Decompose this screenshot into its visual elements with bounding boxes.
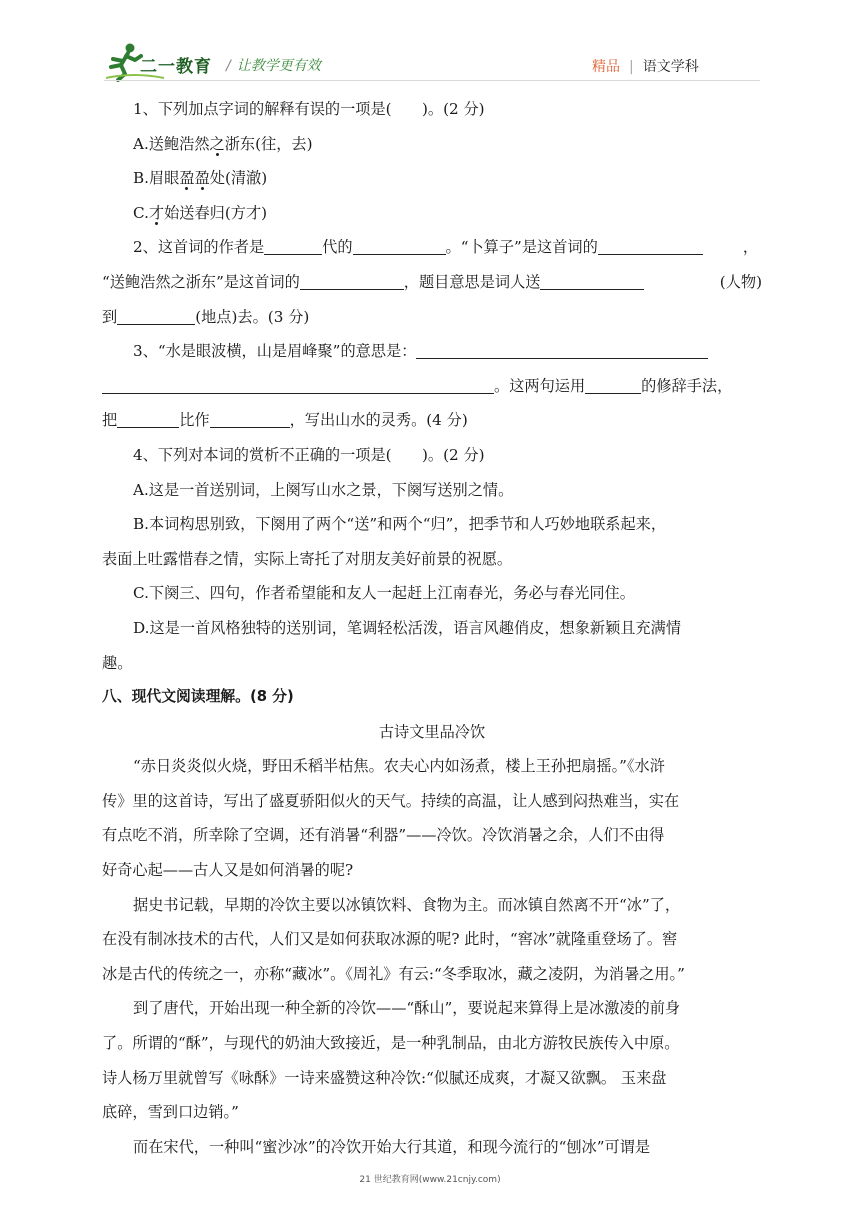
header-slogan xyxy=(226,55,321,75)
q4-option-b-line-2: 表面上吐露惜春之情，实际上寄托了对朋友美好前景的祝愿。 xyxy=(102,549,513,568)
q3-text-2: 。这两句运用 xyxy=(494,376,586,395)
page-header xyxy=(0,0,860,90)
q2-blank-dynasty[interactable] xyxy=(264,236,322,255)
q4-stem: 4、下列对本词的赏析不正确的一项是( )。(2 分) xyxy=(133,445,485,464)
q3-text-5: 比作 xyxy=(179,411,210,430)
article-title: 古诗文里品冷饮 xyxy=(378,722,486,741)
q2-line-1 xyxy=(102,230,762,265)
article-p3-line-4: 底碎，雪到口边销。” xyxy=(102,1103,239,1122)
article-p2-line-1: 据史书记载，早期的冷饮主要以冰镇饮料、食物为主。而冰镇自然离不开“冰”了， xyxy=(133,895,681,914)
article-p4-line-1: 而在宋代，一种叫“蜜沙冰”的冷饮开始大行其道，和现今流行的“刨冰”可谓是 xyxy=(133,1137,651,1156)
q1-a-prefix: A.送鲍浩然 xyxy=(133,134,210,153)
header-divider xyxy=(104,80,760,81)
q4-option-a: A.这是一首送别词，上阕写山水之景，下阕写送别之情。 xyxy=(133,480,514,499)
logo-text: 二一教育 xyxy=(140,57,212,77)
q1-b-prefix: B.眉眼 xyxy=(133,169,180,188)
q1-b-dotted-2: 盈 xyxy=(194,169,210,188)
q3-text-1: 3、“水是眼波横，山是眉峰聚”的意思是： xyxy=(133,342,417,361)
q3-line-3 xyxy=(102,403,762,438)
q1-option-c xyxy=(102,196,762,231)
q1-c-prefix: C. xyxy=(133,203,149,222)
subject-tag: 语文学科 xyxy=(642,59,699,75)
article-p3-line-3: 诗人杨万里就曾写《咏酥》一诗来盛赞这种冷饮:“似腻还成爽，才凝又欲飘。 玉来盘 xyxy=(102,1068,667,1087)
q3-blank-subject[interactable] xyxy=(117,409,179,428)
q1-a-suffix: 浙东(往，去) xyxy=(224,134,313,153)
slogan-separator: / xyxy=(226,58,231,74)
q1-c-suffix: 始送春归(方才) xyxy=(164,203,268,222)
article-p1-line-4: 好奇心起——古人又是如何消暑的呢? xyxy=(102,861,354,880)
q2-blank-title[interactable] xyxy=(300,271,404,290)
header-tags xyxy=(592,56,699,76)
article-p1-line-2: 传》里的这首诗，写出了盛夏骄阳似火的天气。持续的高温，让人感到闷热难当，实在 xyxy=(102,791,680,810)
q3-text-3: 的修辞手法， xyxy=(641,376,733,395)
page-footer: 21 世纪教育网(www.21cnjy.com) xyxy=(359,1175,501,1185)
tag-divider: | xyxy=(629,59,634,75)
section-8-heading: 八、现代文阅读理解。(8 分) xyxy=(102,688,294,706)
q4-option-d-line-1: D.这是一首风格独特的送别词，笔调轻松活泼，语言风趣俏皮，想象新颖且充满情 xyxy=(133,618,682,637)
q3-text-6: ，写出山水的灵秀。(4 分) xyxy=(289,411,468,430)
q2-blank-tune[interactable] xyxy=(598,236,703,255)
q2-line-2 xyxy=(102,265,762,300)
q2-text-5: “送鲍浩然之浙东”是这首词的 xyxy=(102,272,300,291)
q4-option-b-line-1: B.本词构思别致，下阕用了两个“送”和两个“归”，把季节和人巧妙地联系起来， xyxy=(133,515,667,534)
slogan-text: 让教学更有效 xyxy=(236,58,321,74)
q2-blank-place[interactable] xyxy=(117,306,195,325)
q2-text-3: 。“卜算子”是这首词的 xyxy=(445,238,598,257)
quality-tag: 精品 xyxy=(592,59,620,75)
q3-blank-meaning-2[interactable] xyxy=(102,375,494,394)
q2-blank-person[interactable] xyxy=(540,271,644,290)
article-p1-line-3: 有点吃不消，所幸除了空调，还有消暑“利器”——冷饮。冷饮消暑之余，人们不由得 xyxy=(102,826,665,845)
q3-line-2 xyxy=(102,369,762,404)
q2-text-7: (人物) xyxy=(719,272,762,291)
q3-text-4: 把 xyxy=(102,411,118,430)
article-p2-line-3: 冰是古代的传统之一，亦称“藏冰”。《周礼》有云:“冬季取冰，藏之凌阴，为消暑之用。” xyxy=(102,964,685,983)
q2-text-1: 2、这首词的作者是 xyxy=(133,238,265,257)
article-p3-line-2: 了。所谓的“酥”，与现代的奶油大致接近，是一种乳制品，由北方游牧民族传入中原。 xyxy=(102,1034,680,1053)
q3-line-1 xyxy=(102,334,762,369)
q3-blank-meaning-1[interactable] xyxy=(416,340,708,359)
q1-a-dotted: 之 xyxy=(209,134,225,153)
q3-blank-object[interactable] xyxy=(210,409,290,428)
q2-text-2: 代的 xyxy=(322,238,353,257)
q2-line-3 xyxy=(102,300,762,335)
q2-text-9: (地点)去。(3 分) xyxy=(195,307,310,326)
q1-option-b xyxy=(102,161,762,196)
article-p3-line-1: 到了唐代，开始出现一种全新的冷饮——“酥山”，要说起来算得上是冰激凌的前身 xyxy=(133,999,681,1018)
q1-stem: 1、下列加点字词的解释有误的一项是( )。(2 分) xyxy=(133,100,485,118)
q2-text-8: 到 xyxy=(102,307,118,326)
q4-option-c: C.下阕三、四句，作者希望能和友人一起赶上江南春光，务必与春光同住。 xyxy=(133,584,635,603)
q4-option-d-line-2: 趣。 xyxy=(102,653,133,672)
worksheet-body xyxy=(102,92,762,1164)
q1-c-dotted: 才 xyxy=(148,203,165,222)
article-p1-line-1: “赤日炎炎似火烧，野田禾稻半枯焦。农夫心内如汤煮，楼上王孙把扇摇。”《水浒 xyxy=(133,757,665,776)
q3-blank-rhetoric[interactable] xyxy=(585,375,641,394)
q1-b-suffix: 处(清澈) xyxy=(209,169,268,188)
q2-text-4: ， xyxy=(742,238,758,257)
q2-text-6: ，题目意思是词人送 xyxy=(403,272,541,291)
q2-blank-identity[interactable] xyxy=(353,236,446,255)
q1-option-a xyxy=(102,127,762,162)
q1-b-dotted-1: 盈 xyxy=(179,169,195,188)
article-p2-line-2: 在没有制冰技术的古代，人们又是如何获取冰源的呢? 此时，“窖冰”就隆重登场了。窖 xyxy=(102,930,678,949)
